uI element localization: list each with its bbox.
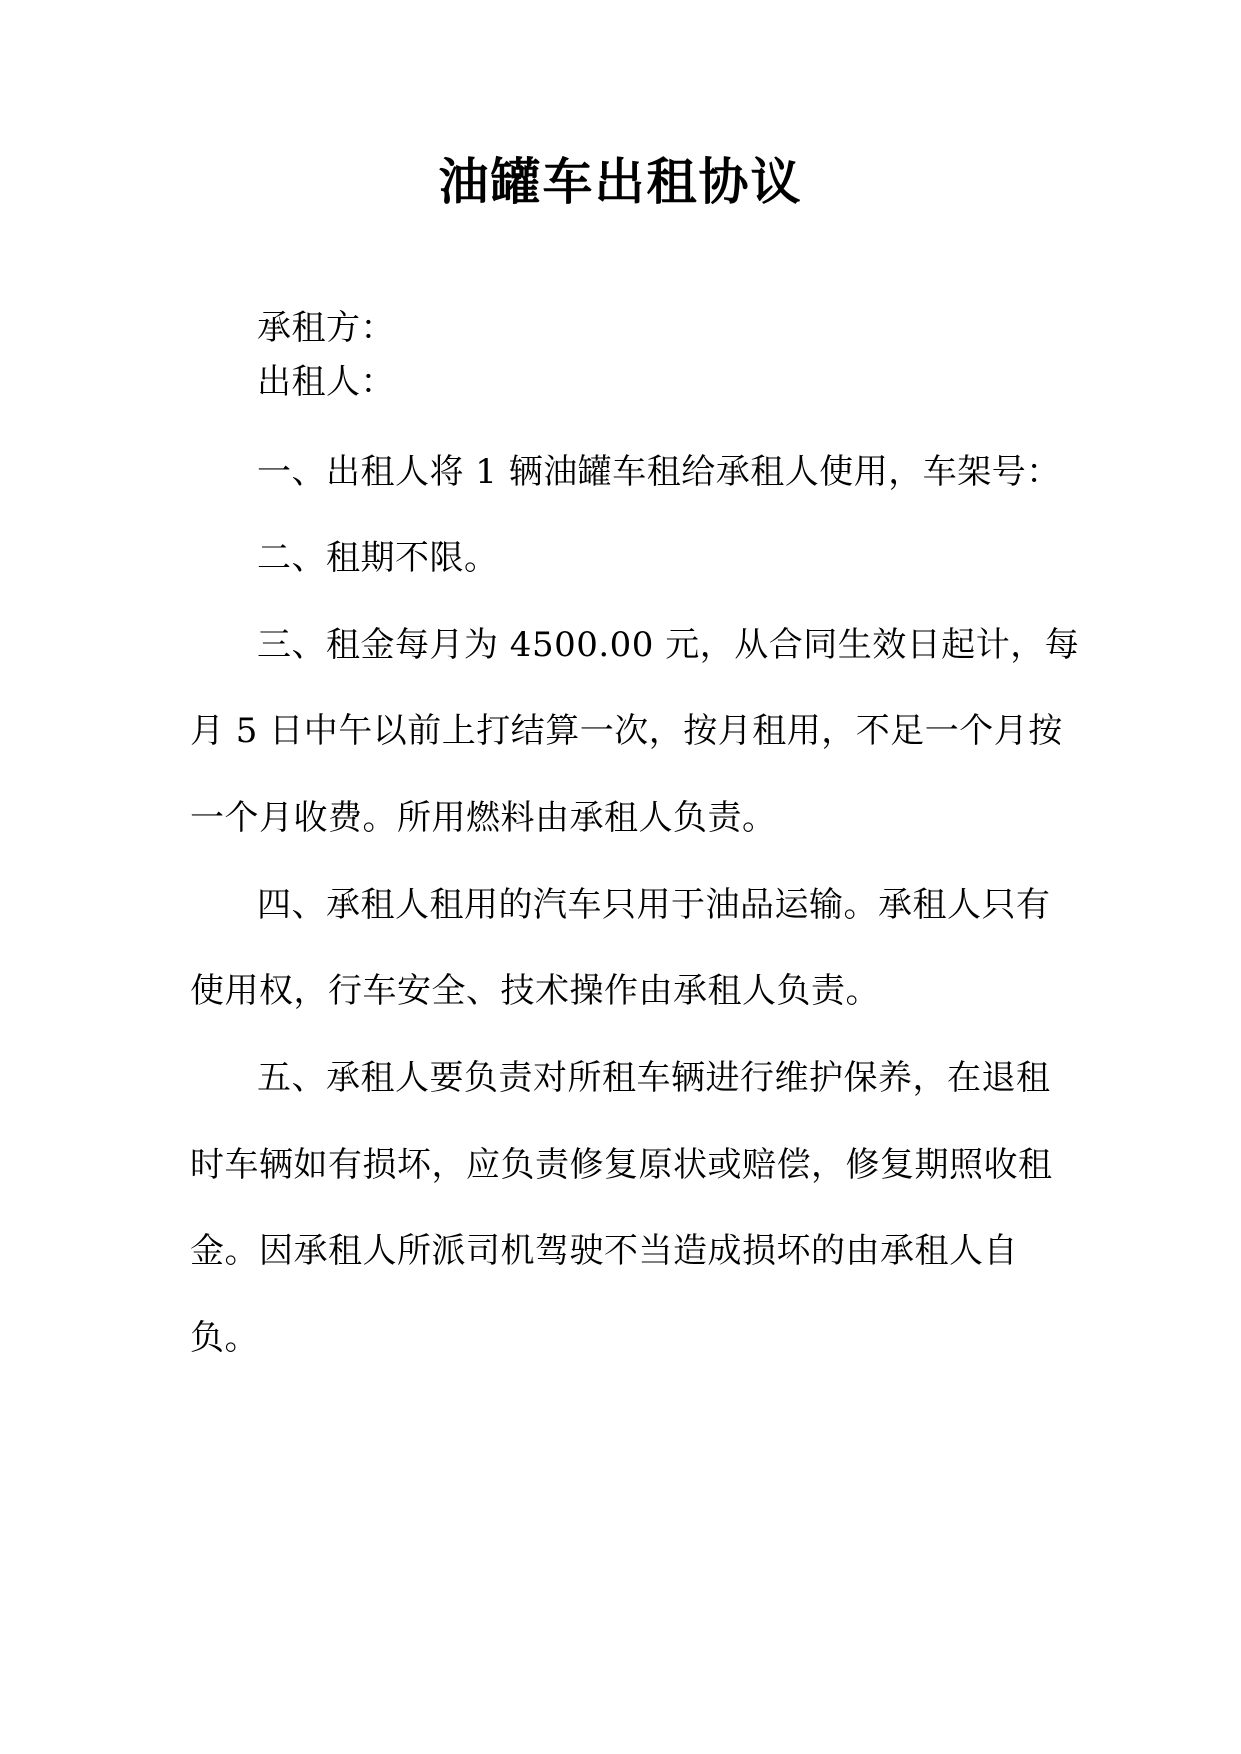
clause-5-line-1: 五、承租人要负责对所租车辆进行维护保养，在退租	[257, 1058, 1051, 1098]
lessor-line: 出租人：	[257, 362, 395, 402]
clause-3-line-1: 三、租金每月为 4500.00 元，从合同生效日起计，每	[257, 625, 1080, 665]
clause-2-line: 二、租期不限。	[257, 538, 499, 578]
clause-4-line-1: 四、承租人租用的汽车只用于油品运输。承租人只有	[257, 885, 1051, 925]
lessee-line: 承租方：	[257, 308, 395, 348]
clause-5-line-3: 金。因承租人所派司机驾驶不当造成损坏的由承租人自	[190, 1231, 1018, 1271]
document-title: 油罐车出租协议	[438, 153, 803, 211]
clause-5-line-4: 负。	[190, 1318, 259, 1358]
clause-3-line-2: 月 5 日中午以前上打结算一次，按月租用，不足一个月按	[190, 711, 1063, 751]
clause-4-line-2: 使用权，行车安全、技术操作由承租人负责。	[190, 971, 880, 1011]
clause-1-line: 一、出租人将 1 辆油罐车租给承租人使用，车架号：	[257, 452, 1061, 492]
clause-3-line-3: 一个月收费。所用燃料由承租人负责。	[190, 798, 777, 838]
clause-5-line-2: 时车辆如有损坏，应负责修复原状或赔偿，修复期照收租	[190, 1145, 1053, 1185]
